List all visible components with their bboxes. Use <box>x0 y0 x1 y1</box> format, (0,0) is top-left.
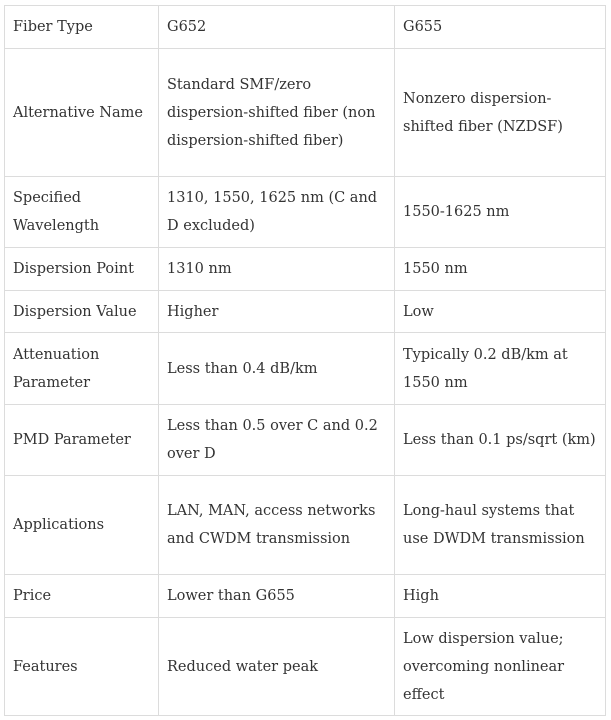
value-cell: Less than 0.4 dB/km <box>159 333 395 405</box>
table-row <box>5 177 606 248</box>
value-cell: High <box>395 575 606 618</box>
value-cell: Nonzero dispersion-shifted fiber (NZDSF) <box>395 49 606 177</box>
value-cell: LAN, MAN, access networks and CWDM transmission <box>159 476 395 575</box>
row-label-cell: Specified Wavelength <box>5 177 159 248</box>
table-row <box>5 49 606 177</box>
row-label-cell: Attenuation Parameter <box>5 333 159 405</box>
value-cell: Low <box>395 291 606 333</box>
table-row <box>5 291 606 333</box>
table-row <box>5 575 606 618</box>
table-row <box>5 333 606 405</box>
value-cell: Long-haul systems that use DWDM transmission <box>395 476 606 575</box>
table-row <box>5 248 606 291</box>
value-cell: Low dispersion value; overcoming nonlinear effect <box>395 618 606 716</box>
value-cell: G655 <box>395 6 606 49</box>
row-label-cell: Alternative Name <box>5 49 159 177</box>
value-cell: Typically 0.2 dB/km at 1550 nm <box>395 333 606 405</box>
value-cell: Standard SMF/zero dispersion-shifted fiber (non dispersion-shifted fiber) <box>159 49 395 177</box>
value-cell: Higher <box>159 291 395 333</box>
fiber-comparison-table <box>4 5 606 716</box>
value-cell: G652 <box>159 6 395 49</box>
value-cell: 1310 nm <box>159 248 395 291</box>
row-label-cell: Price <box>5 575 159 618</box>
value-cell: Less than 0.5 over C and 0.2 over D <box>159 405 395 476</box>
row-label-cell: Features <box>5 618 159 716</box>
value-cell: Less than 0.1 ps/sqrt (km) <box>395 405 606 476</box>
header-row <box>5 6 606 49</box>
value-cell: 1550-1625 nm <box>395 177 606 248</box>
value-cell: 1550 nm <box>395 248 606 291</box>
value-cell: Lower than G655 <box>159 575 395 618</box>
table-row <box>5 476 606 575</box>
table-row <box>5 618 606 716</box>
value-cell: 1310, 1550, 1625 nm (C and D excluded) <box>159 177 395 248</box>
row-label-cell: Dispersion Point <box>5 248 159 291</box>
row-label-cell: Fiber Type <box>5 6 159 49</box>
row-label-cell: Applications <box>5 476 159 575</box>
value-cell: Reduced water peak <box>159 618 395 716</box>
table-row <box>5 405 606 476</box>
row-label-cell: Dispersion Value <box>5 291 159 333</box>
row-label-cell: PMD Parameter <box>5 405 159 476</box>
